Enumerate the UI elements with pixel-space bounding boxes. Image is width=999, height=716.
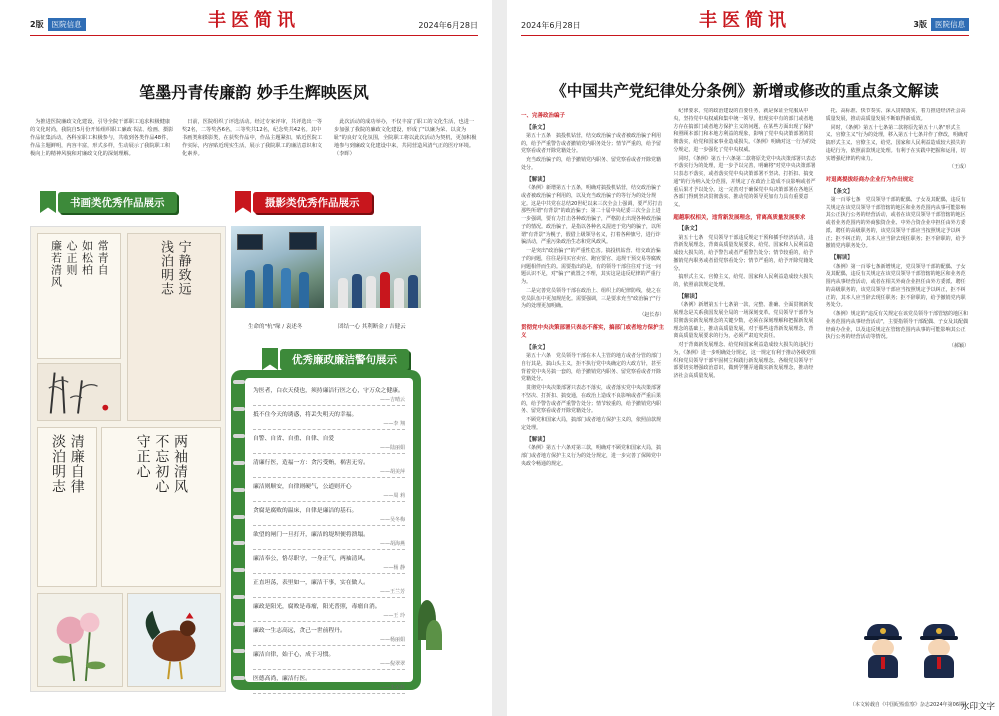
motto-author: ——周 莉 xyxy=(383,493,405,499)
source-note: （本文转载自《中国纪检监察》杂志2024年第06期） xyxy=(849,702,969,708)
calligraphy-piece: 淡泊明志 清廉自律 xyxy=(37,427,97,587)
motto-author: ——胡海燕 xyxy=(379,541,405,547)
ribbon-icon xyxy=(40,191,56,213)
motto-text: 为医者，白衣天使也，须持廉洁行医之心，守万众之健康。 xyxy=(253,388,404,394)
intro-column: 为推进医院廉政文化建设，引导全院干部职工追求积极健康的文化时尚，我院自5月份开始组织职工廉政书法、绘画、摄影作品征集活动，各科室职工积极参与，共收到各类作品48件，作品主题鲜明，内容丰富，形式多样，生动展示了我院职工积极向上的精神风貌和对廉政文化的深刻理解。 xyxy=(30,119,174,158)
article-column: 纪律要求，党的政治建设的首要任务，就是保证全党服从中央，坚持党中央权威和集中统一领导。但现实中有的部门或者地方存在搞部门或者地方保护主义的问题，在某些方面出现了保护和照顾本部门和本地方利益的现象，影响了党中央决策部署的贯彻落实，给党和国家事业造成损失。《条例》明确对这一行为的处分规定，进一步强化了党中央权威。 同时，《条例》第五十六条第二款将原先党中央决策部署只表态不落实行为的处理，进一步予以完善，明确将"对党中央决策部署只表态不落实，或者落实党中央决策部署不坚决、打折扣、搞变通"的行为纳入处分范围，并规定了在政治上造成不良影响或者严重后果才予以处分。这一完善对于确保党中央决策部署在各地区各部门得到坚决贯彻落实、推动党的领导更加有力具有重要意义。 超越职权相关，违背新发展理念，背离高质量发展要求 【条文】 第五十七条 党员领导干部违反规定干预和插手经济活动，违背新发展理念，背离高质量发展要求，给党、国家和人民利益造成较大损失的，给予警告或者严重警告处分；情节较重的，给予撤销党内职务或者留党察看处分；情节严重的，给予开除党籍处分。 搞形式主义、官僚主义，给党、国家和人民利益造成较大损失的，依照前款规定处理。 【解读】 《条例》新增第五十七条第一款，完整、准确、全面贯彻新发展理念是关系我国发展全局的一场深刻变革。党员领导干部作为贯彻落实新发展理念的关键少数，必须在深刻理解和把握新发展理念的基础上，推动高质量发展。对于那些违背新发展理念，背离高质量发展要求的行为，必须严肃追究责任。 对于背离新发展理念、给党和国家利益造成较大损失的违纪行为，《条例》进一步明确处分规定，这一规定有利于推动各级党组织和党员领导干部牢固树立和践行新发展理念。各级党员领导干部要切实增强政治意识，做到学懂弄通做实新发展理念，推动经济社会高质量发展。 xyxy=(673,108,816,380)
police-cartoon-icon xyxy=(919,624,959,678)
issue-date: 2024年6月28日 xyxy=(521,21,581,30)
photo-caption: 团结一心 其利断金 / 吉健云 xyxy=(338,324,406,330)
right-page xyxy=(507,0,999,716)
bamboo-painting-icon xyxy=(41,370,117,416)
motto-author: ——李 翔 xyxy=(383,421,405,427)
left-page xyxy=(0,0,492,716)
flower-painting-icon xyxy=(41,600,119,684)
motto-section-title: 优秀廉政廉洁警句展示 xyxy=(262,348,409,370)
motto-item xyxy=(253,550,405,574)
motto-author: ——杨 静 xyxy=(383,565,405,571)
page-number: 2版 xyxy=(30,20,44,29)
photo-section-title: 摄影类优秀作品展示 xyxy=(235,191,372,213)
flower-painting xyxy=(37,593,123,687)
photo-team xyxy=(330,226,421,308)
rooster-painting xyxy=(127,593,221,687)
motto-author: ——吴冬梅 xyxy=(379,517,405,523)
ribbon-icon xyxy=(235,191,251,213)
motto-list xyxy=(245,378,413,691)
police-cartoon-icon xyxy=(863,624,903,678)
motto-item xyxy=(253,526,405,550)
motto-text: 廉洁则顺安，自律则硬气，公道则开心 xyxy=(253,484,352,490)
calligraphy-piece: 浅泊明志 宁静致远 xyxy=(127,233,221,421)
page-number: 3版 xyxy=(913,20,927,29)
motto-author: ——朱荣辉 xyxy=(379,685,405,691)
motto-text: 贪腐是腐败的温床，自律是廉洁的基石。 xyxy=(253,508,358,514)
motto-clipboard xyxy=(231,370,421,690)
calligraphy-piece: 守正心 不忘初心 两袖清风 xyxy=(101,427,221,587)
motto-author: ——胡美萍 xyxy=(379,469,405,475)
motto-item xyxy=(253,670,405,694)
motto-item xyxy=(253,454,405,478)
binder-rings-icon xyxy=(231,376,245,684)
page-headline: 笔墨丹青传廉韵 妙手生辉映医风 xyxy=(139,83,369,102)
motto-author: ——王 玲 xyxy=(383,613,405,619)
calligraphy-section-title: 书画类优秀作品展示 xyxy=(40,191,177,213)
motto-item xyxy=(253,646,405,670)
article-column: 托、高标准、快节奏实、深入贯彻落实，着力推进经济社会高质量发展，推动高质量发展不断取得新成效。 同时，《条例》第五十七条第二款将原先第五十八条"形式主义、官僚主义"行为的处理，移入第五十七条并作了修改，明确对搞形式主义、官僚主义，给党、国家和人民利益造成较大损失的违纪行为，依照前款规定处理。有利于在实践中把握和运用，切实增强纪律的约束力。 （王成） 对退离提拔经商办企业行为作出规定 【条文】 第一百零七条 党员领导干部的配偶、子女及其配偶，违反有关规定在该党员领导干部管辖的地区和业务范围内从事可能影响其公正执行公务的经营活动，或者在该党员领导干部管辖的地区或者业务范围内的外商独资企业、中外合资企业中担任由外方委派、聘任的高级职务的，该党员领导干部应当按照规定予以纠正；拒不纠正的，其本人应当辞去现任职务；拒不辞职的，给予撤销党内职务处分。 【解读】 《条例》第一百零七条新增规定，党员领导干部的配偶、子女及其配偶，违反有关规定在该党员领导干部管辖的地区和业务范围内从事经营活动，或者在相关外商企业担任由外方委派、聘任的高级职务的，该党员领导干部应当按照规定予以纠正，拒不纠正的，其本人应当辞去现任职务；拒不辞职的，给予撤销党内职务处分。 《条例》规定的"违反有关规定在该党员领导干部管辖的地区和业务范围内从事经营活动"，主要指领导干部配偶、子女及其配偶经商办企业，以及违反规定在管辖范围内从事的可能影响其公正执行公务的经营活动等情况。 （郝颖） xyxy=(825,108,969,350)
intro-column: 日前，医院组织了评选活动。经过专家评审，共评选出一等奖2名，二等奖各6名，三等奖共12名，纪念奖共42名。其中书画类和摄影类，在获奖作品中，作品主题紧扣，贴近医院工作实际，内容贴近现实生活，展示了我院职工的廉洁意识和文化素养。 xyxy=(182,119,323,158)
ribbon-icon xyxy=(262,348,278,370)
motto-author: ——吉晴云 xyxy=(379,397,405,403)
motto-text: 廉政一生志高远，贪己一世前程丹。 xyxy=(253,628,346,634)
masthead: 丰医简讯 xyxy=(208,10,300,31)
motto-item xyxy=(253,502,405,526)
motto-text: 欲望的闸门一旦打开，廉洁的堤坝便将溃塌。 xyxy=(253,532,369,538)
motto-text: 正直坦荡，表里如一，廉洁干事，实在做人。 xyxy=(253,580,369,586)
calligraphy-gallery xyxy=(30,226,226,692)
issue-date: 2024年6月28日 xyxy=(418,21,478,30)
motto-text: 廉洁自律，始于心，成于习惯。 xyxy=(253,652,335,658)
article-column: 一、完善政治编子 【条文】 第五十五条 搞投机钻营，结交政治骗子或者被政治骗子利用的，给予严重警告或者撤销党内职务处分；情节严重的，给予留党察看或者开除党籍处分。 充当政治骗子的，给予撤销党内职务、留党察看或者开除党籍处分。 【解读】 《条例》新增第五十五条，明确对搞投机钻营，结交政治骗子或者被政治骗子利用的，以及充当政治骗子的等行为的处分规定。这是中共党在总结20世纪以来三次全会上强调，要严厉打击那些所谓"有背景"的政治骗子；第二十届中央纪委三次全会上进一步强调，要有力打击各种政治骗子，严格防止出现各种政治骗子的情况。政治骗子，是指以各种名义混迹于党内的骗子，以所谓"有背景"为幌子，假借上级领导名义，打着各种旗号，进行诈骗活动，严重污染政治生态和党风政风。 一是突出"政治骗子"的严重性危害。搞投机钻营、结交政治骗子的问题，往往是同买官卖官、跑官要官、违规干预交易等腐败问题相伴而生的。需要指出的是，有的领导干部往往对于这一问题认识不足，对"骗子"就置之不理，其实这是违反纪律的严重行为。 二是完善党员领导干部在政治上、组织上的纪律防线，使之在党员队伍中更加规范化。需要强调，三是要求充当"政治骗子"行为的处理更加明确。 （赵长春） 贯彻党中央决策部署只表态不落实，搞部门或者地方保护主义 【条文】 第五十六条 党员领导干部在本人主管的地方或者分管的部门自行其是，搞山头主义，拒不执行党中央确定的大政方针，甚至背着党中央另搞一套的，给予撤销党内职务、留党察看或者开除党籍处分。 贯彻党中央决策部署只表态不落实，或者落实党中央决策部署不坚决、打折扣、搞变通，在政治上造成不良影响或者严重后果的，给予警告或者严重警告处分；情节较重的，给予撤销党内职务、留党察看或者开除党籍处分。 不顾党和国家大局，搞部门或者地方保护主义的，依照前款规定处理。 【解读】 《条例》第五十六条对第三款，明确对不顾党和国家大局，搞部门或者地方保护主义行为的处分规定，进一步完善了保障党中央政令畅通的规定。 xyxy=(521,113,665,467)
ink-painting xyxy=(37,363,121,421)
motto-item xyxy=(253,574,405,598)
motto-item xyxy=(253,598,405,622)
motto-text: 抵不住今天的诱惑，将丢失明天的幸福。 xyxy=(253,412,358,418)
motto-item xyxy=(253,478,405,502)
intro-column: 此次活动的成功举办，不仅丰富了职工的文化生活，也进一步加强了我院的廉政文化建设，形成了"以廉为荣、以贪为耻"的良好文化氛围，全院职工将以此次活动为契机，更加积极地参与到廉政文化建设中来，共同营造风清气正的医疗环境。（李晖） xyxy=(334,119,477,158)
motto-text: 廉洁奉公，恪尽职守，一身正气，两袖清风。 xyxy=(253,556,369,562)
motto-author: ——倪翠翠 xyxy=(379,661,405,667)
motto-text: 廉政是阳光，腐败是毒瘤，阳光普照，毒瘤自消。 xyxy=(253,604,381,610)
motto-text: 清廉行医，造福一方：贪污受贿，祸害无穷。 xyxy=(253,460,369,466)
motto-author: ——杨丽娟 xyxy=(379,637,405,643)
motto-item xyxy=(253,622,405,646)
motto-text: 医德高尚，廉洁行医。 xyxy=(253,676,311,682)
page-headline: 《中国共产党纪律处分条例》新增或修改的重点条文解读 xyxy=(551,82,939,100)
motto-item xyxy=(253,430,405,454)
section-tag: 医院信息 xyxy=(931,18,969,31)
masthead: 丰医简讯 xyxy=(699,10,791,31)
calligraphy-piece: 廉若清风 心正则 如松柏 常青自 xyxy=(37,233,121,359)
article-body xyxy=(521,108,969,688)
watermark: 水印文字 xyxy=(960,702,995,712)
motto-text: 自警、自省、自重、自律、自爱 xyxy=(253,436,335,442)
motto-item xyxy=(253,382,405,406)
left-page-header xyxy=(30,6,478,36)
photo-caption: 生命的"杭"缘 / 袁述冬 xyxy=(248,324,303,330)
motto-item xyxy=(253,406,405,430)
rooster-painting-icon xyxy=(131,600,217,684)
photo-surgery xyxy=(231,226,324,308)
section-tag: 医院信息 xyxy=(48,18,86,31)
motto-author: ——陆丽娟 xyxy=(379,445,405,451)
intro-text xyxy=(30,118,478,188)
motto-author: ——王兰芳 xyxy=(379,589,405,595)
right-page-header xyxy=(521,6,969,36)
